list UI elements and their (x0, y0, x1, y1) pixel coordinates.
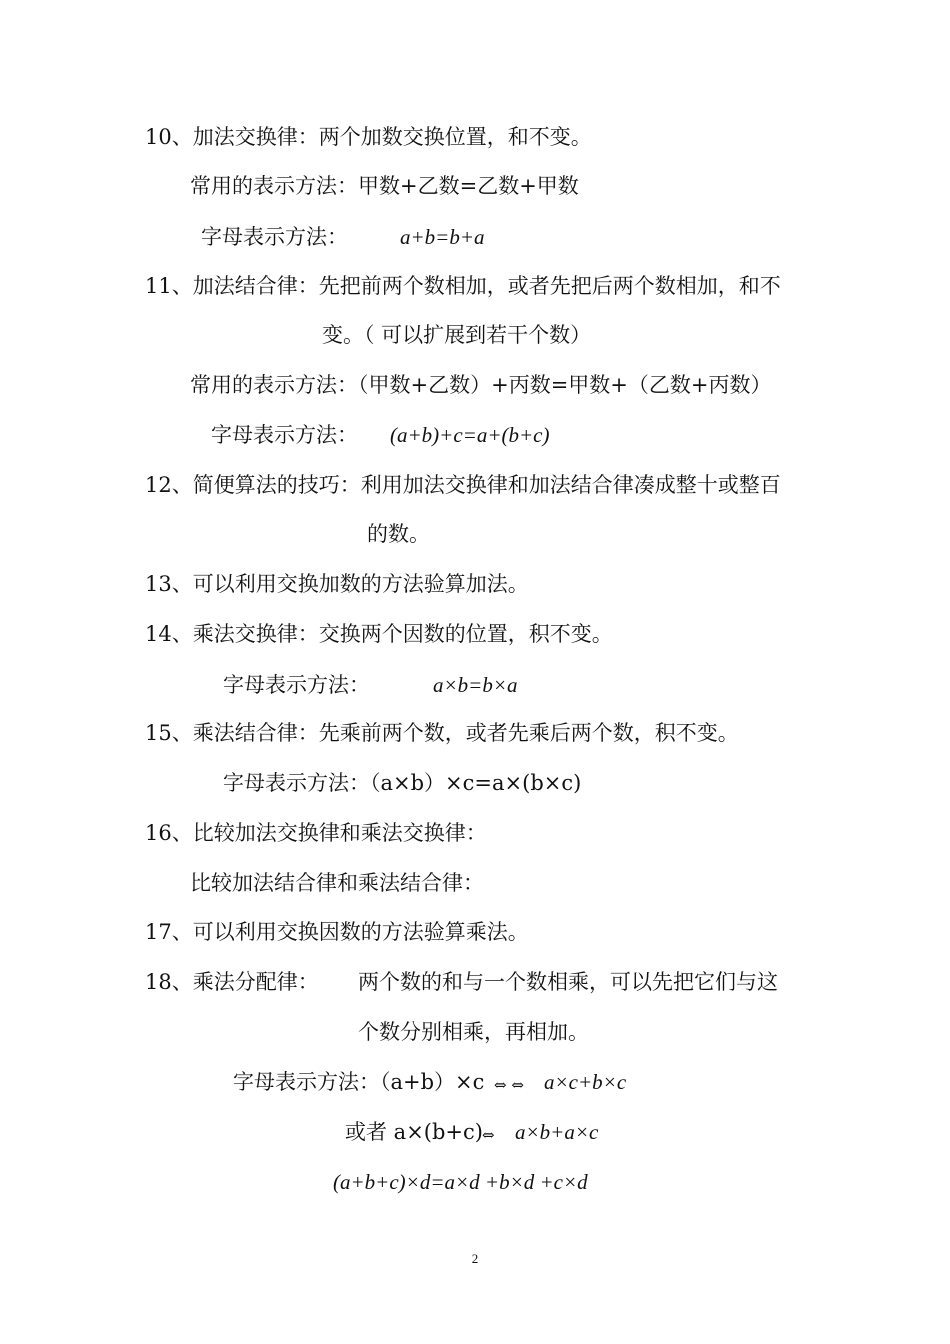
item-18-letter-right: a×c+b×c (544, 1070, 627, 1094)
item-16: 16、比较加法交换律和乘法交换律： (145, 821, 487, 845)
item-11-letter-label: 字母表示方法： (211, 423, 358, 447)
item-14-formula: a×b=b×a (433, 673, 518, 697)
item-18-text: 两个数的和与一个数相乘，可以先把它们与这 (358, 970, 778, 994)
item-13: 13、可以利用交换加数的方法验算加法。 (145, 572, 529, 596)
item-18-alt-left: 或者 a×(b+c) (345, 1120, 483, 1144)
item-10-common: 常用的表示方法：甲数+乙数=乙数+甲数 (190, 174, 579, 198)
item-18-alt-right: a×b+a×c (515, 1120, 599, 1144)
item-18-extended: (a+b+c)×d=a×d +b×d +c×d (333, 1170, 588, 1194)
page-number: 2 (471, 1251, 479, 1266)
item-12-cont: 的数。 (367, 522, 430, 546)
item-10-letter-label: 字母表示方法： (201, 225, 348, 249)
item-10-formula: a+b=b+a (400, 225, 485, 249)
item-18-cont: 个数分别相乘，再相加。 (358, 1020, 589, 1044)
item-16-second: 比较加法结合律和乘法结合律： (190, 871, 484, 895)
item-15-letter: 字母表示方法：（a×b）×c=a×(b×c) (223, 771, 582, 795)
item-11-formula: (a+b)+c=a+(b+c) (390, 423, 550, 447)
item-11-common: 常用的表示方法：（甲数+乙数）+丙数=甲数+（乙数+丙数） (190, 373, 772, 397)
item-12: 12、简便算法的技巧：利用加法交换律和加法结合律凑成整十或整百 (145, 473, 781, 497)
item-11: 11、加法结合律：先把前两个数相加，或者先把后两个数相加，和不 (145, 274, 781, 298)
item-14-letter-label: 字母表示方法： (223, 673, 370, 697)
item-18-label: 18、乘法分配律： (145, 970, 319, 994)
item-15: 15、乘法结合律：先乘前两个数，或者先乘后两个数，积不变。 (145, 721, 739, 745)
item-11-cont: 变。（ 可以扩展到若干个数） (322, 323, 592, 347)
item-10: 10、加法交换律：两个加数交换位置，和不变。 (145, 125, 592, 149)
item-17: 17、可以利用交换因数的方法验算乘法。 (145, 920, 529, 944)
item-18-letter-left: 字母表示方法：（a+b）×c (233, 1070, 485, 1094)
item-14: 14、乘法交换律：交换两个因数的位置，积不变。 (145, 622, 613, 646)
equivalence-arrow: ⇔ (482, 1126, 495, 1144)
equivalence-arrows: ⇔ ⇔ (494, 1076, 524, 1094)
